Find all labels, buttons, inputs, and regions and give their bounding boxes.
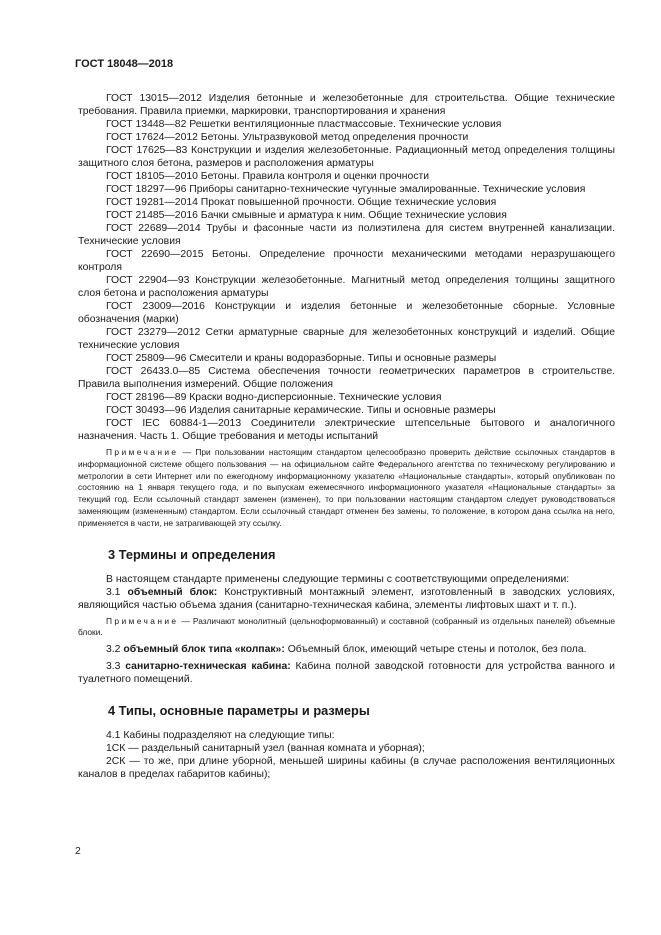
reference-item: ГОСТ 25809—96 Смесители и краны водоразборные. Типы и основные размеры (106, 353, 497, 364)
reference-item: ГОСТ 30493—96 Изделия санитарные керамические. Типы и основные размеры (106, 405, 496, 416)
reference-item: ГОСТ 22689—2014 Трубы и фасонные части из полиэтилена для систем внутренней канализации. Технические условия (78, 223, 615, 247)
section-4-paragraph: 1СК — раздельный санитарный узел (ванная комната и уборная); (106, 743, 425, 755)
reference-item: ГОСТ 18297—96 Приборы санитарно-технические чугунные эмалированные. Технические условия (106, 184, 586, 195)
note-text: — При пользовании настоящим стандартом целесообразно проверить действие ссылочных стандартов в информационной системе общего пользования — на официальном сайте Федерального агентства по техническому регулированию и метрологии в сети Интернет или по ежегодному информационному указателю «Национальные стандарты», который опубликован по состоянию на 1 января текущего года, и по выпускам ежемесячного информационного указателя «Национальные стандарты» за текущий год. Если ссылочный стандарт заменен (изменен), то при пользовании настоящим стандартом следует руководствоваться заменяющим (измененным) стандартом. Если ссылочный стандарт отменен без замены, то положение, в котором дана ссылка на него, применяется в части, не затрагивающей эту ссылку. (78, 447, 615, 528)
reference-item: ГОСТ 22904—93 Конструкции железобетонные. Магнитный метод определения толщины защитного слоя бетона и расположения арматуры (78, 275, 615, 299)
term-definition: Конструктивный монтажный элемент, изготовленный в заводских условиях, являющийся частью объема здания (санитарно-техническая кабина, элементы лифтовых шахт и т. п.). (78, 586, 615, 611)
reference-item: ГОСТ 23009—2016 Конструкции и изделия бетонные и железобетонные сборные. Условные обозначения (марки) (78, 301, 615, 325)
reference-item: ГОСТ 26433.0—85 Система обеспечения точности геометрических параметров в строительстве. Правила выполнения измерений. Общие положения (78, 366, 615, 390)
reference-item: ГОСТ 28196—89 Краски водно-дисперсионные. Технические условия (106, 392, 442, 403)
term-definition: Объемный блок, имеющий четыре стены и потолок, без пола. (284, 644, 587, 656)
reference-item: ГОСТ 17624—2012 Бетоны. Ультразвуковой метод определения прочности (106, 132, 469, 143)
page-body (78, 92, 615, 781)
reference-item: ГОСТ 18105—2010 Бетоны. Правила контроля и оценки прочности (106, 171, 430, 182)
references-list (78, 92, 615, 443)
term-3-1-note (78, 616, 615, 640)
term-name: санитарно-техническая кабина: (125, 661, 291, 673)
note-label: Примечание (106, 447, 179, 457)
reference-item: ГОСТ 21485—2016 Бачки смывные и арматура к ним. Общие технические условия (106, 210, 507, 221)
reference-item: ГОСТ 22690—2015 Бетоны. Определение прочности механическими методами неразрушающего контроля (78, 249, 615, 273)
reference-item: ГОСТ 19281—2014 Прокат повышенной прочности. Общие технические условия (106, 197, 497, 208)
reference-item: ГОСТ 17625—83 Конструкции и изделия железобетонные. Радиационный метод определения толщины защитного слоя бетона, размеров и расположения арматуры (78, 145, 615, 169)
section-3-heading: 3 Термины и определения (108, 546, 276, 562)
term-3-2 (78, 643, 615, 656)
note-text: — Различают монолитный (цельноформованный) и составной (собранный из отдельных панелей) объемные блоки. (78, 615, 615, 638)
section-3-intro: В настоящем стандарте применены следующие термины с соответствующими определениями: (106, 573, 570, 585)
references-note (78, 447, 615, 530)
section-4-paragraph: 2СК — то же, при длине уборной, меньшей ширины кабины (в случае расположения вентиляционных каналов в пределах габаритов кабины); (78, 756, 615, 781)
reference-item: ГОСТ 13448—82 Решетки вентиляционные пластмассовые. Технические условия (106, 119, 502, 130)
reference-item: ГОСТ IEC 60884-1—2013 Соединители электрические штепсельные бытового и аналогичного назначения. Часть 1. Общие требования и методы испытаний (78, 418, 615, 442)
term-name: объемный блок типа «колпак»: (123, 644, 285, 656)
term-definition: Кабина полной заводской готовности для устройства ванного и туалетного помещений. (78, 661, 615, 686)
section-4-heading: 4 Типы, основные параметры и размеры (108, 703, 370, 719)
term-number: 3.3 (106, 661, 126, 673)
reference-item: ГОСТ 23279—2012 Сетки арматурные сварные для железобетонных конструкций и изделий. Общие технические условия (78, 327, 615, 351)
document-header: ГОСТ 18048—2018 (75, 58, 174, 70)
term-3-3 (78, 660, 615, 686)
term-number: 3.1 (106, 586, 128, 598)
section-4-paragraph: 4.1 Кабины подразделяют на следующие типы: (106, 730, 335, 742)
note-label: Примечание (106, 615, 179, 626)
term-name: объемный блок: (127, 586, 218, 598)
term-number: 3.2 (106, 644, 124, 656)
reference-item: ГОСТ 13015—2012 Изделия бетонные и железобетонные для строительства. Общие технические требования. Правила приемки, маркировки, транспортирования и хранения (78, 93, 615, 117)
page-number: 2 (75, 846, 81, 857)
term-3-1 (78, 586, 615, 612)
